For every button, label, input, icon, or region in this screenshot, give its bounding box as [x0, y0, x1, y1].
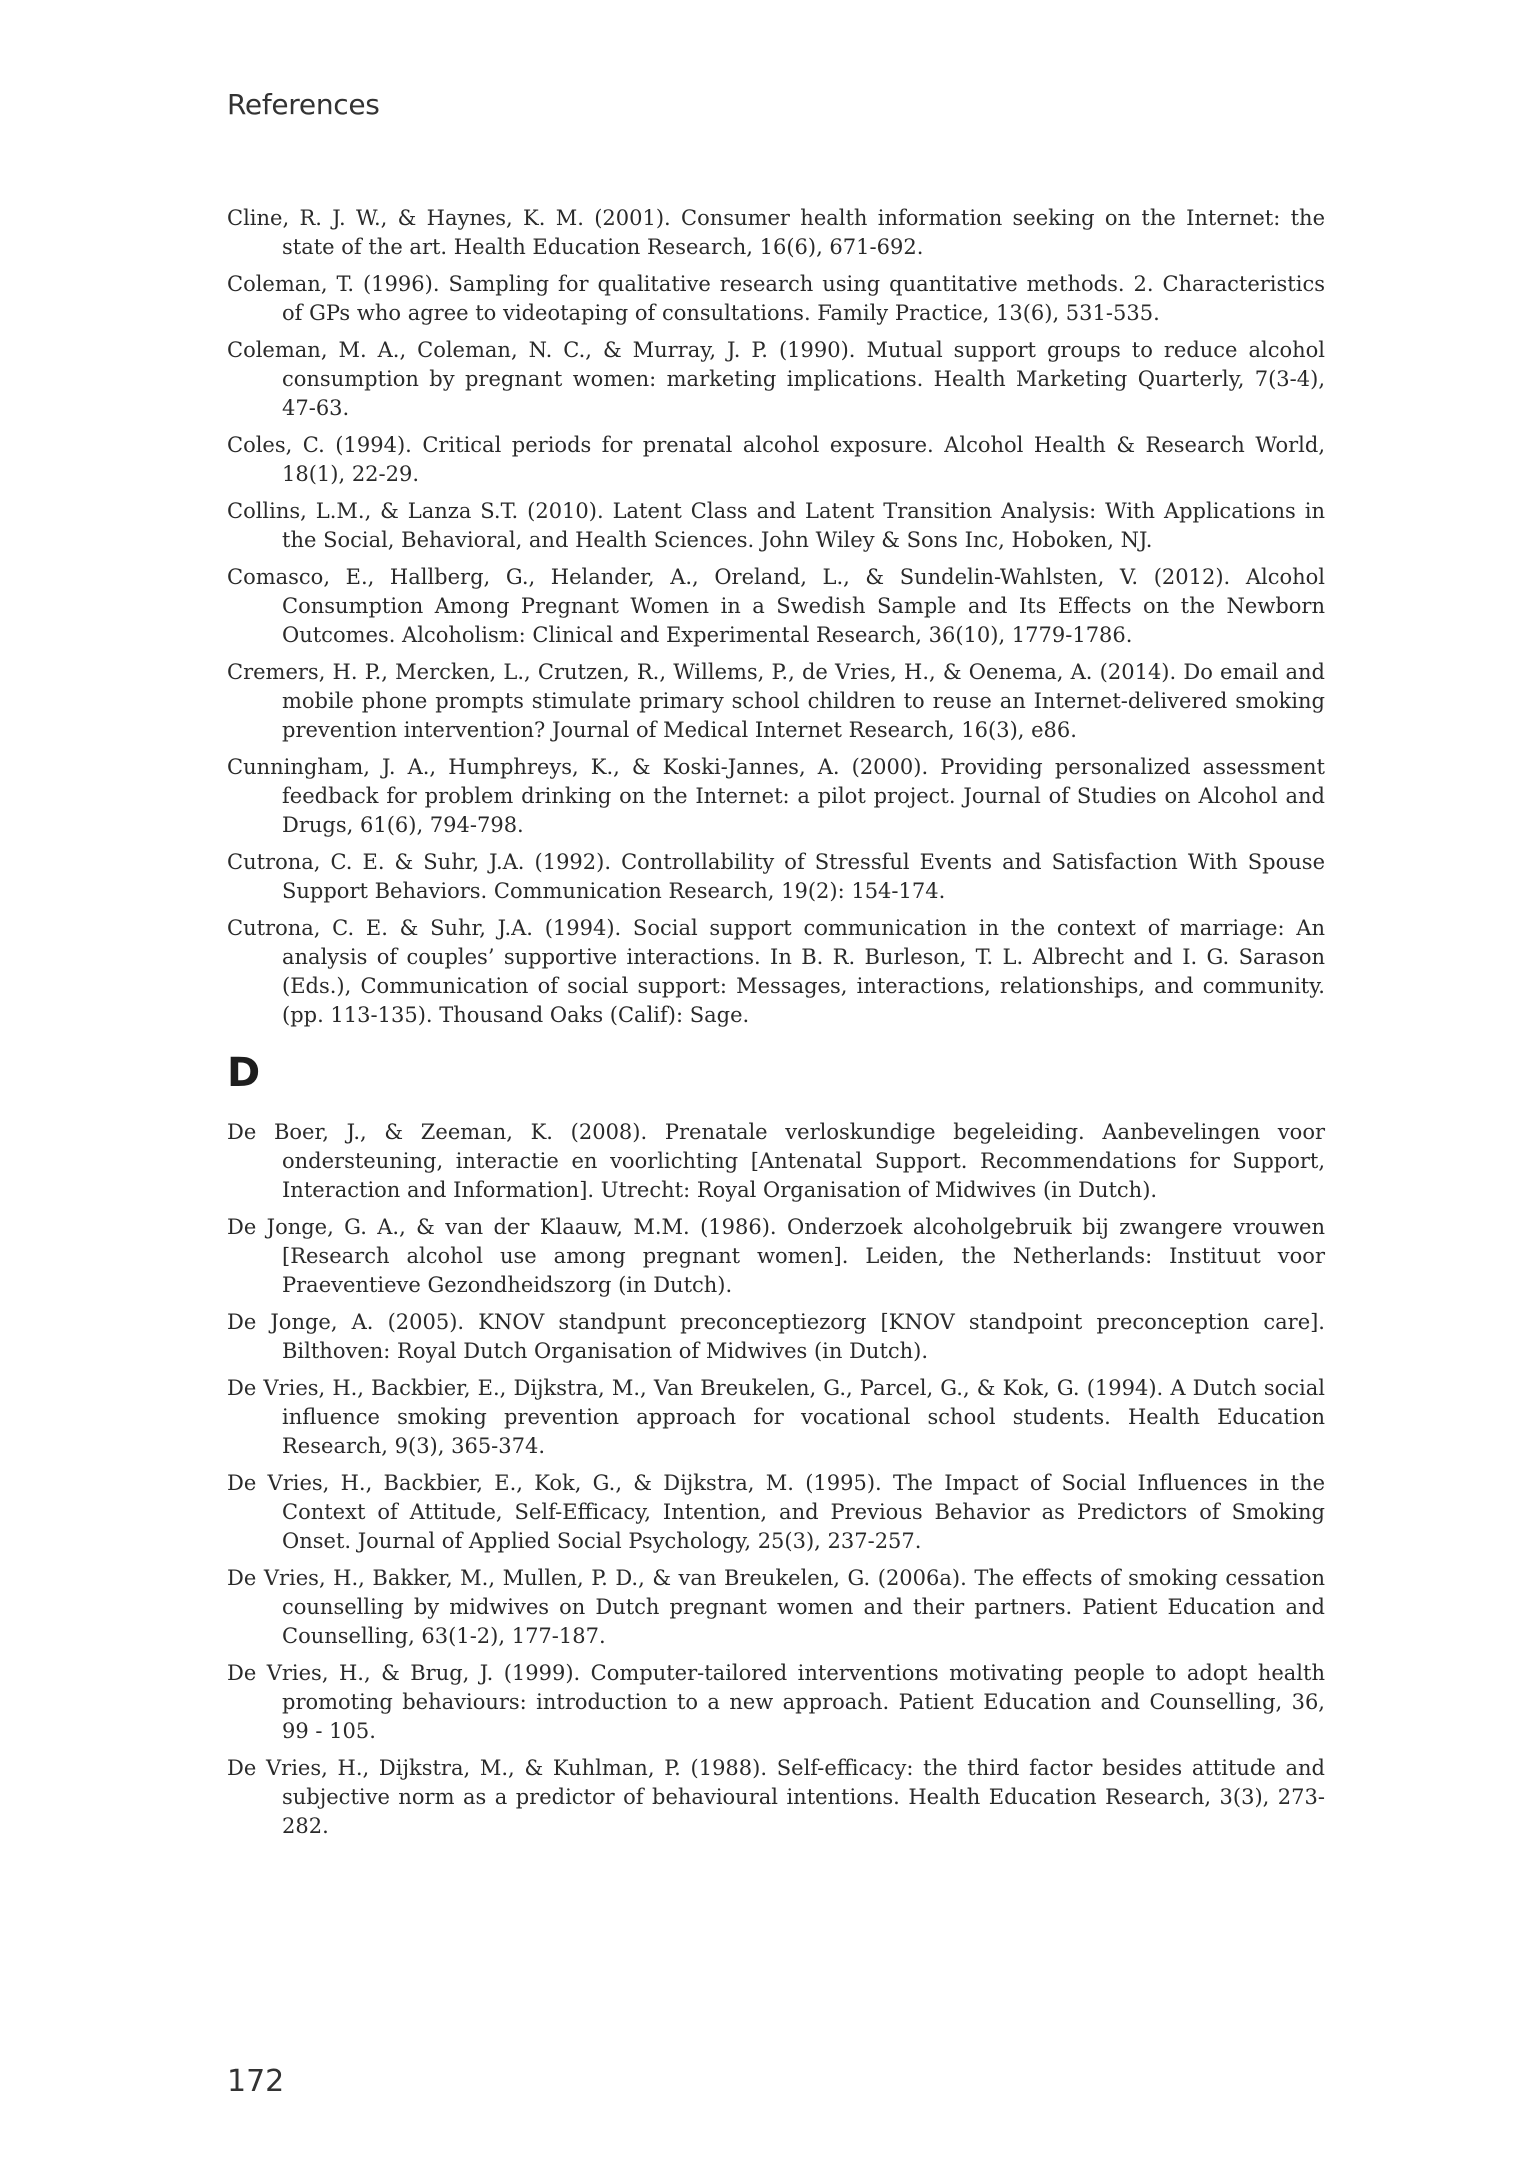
reference-entry: De Vries, H., Dijkstra, M., & Kuhlman, P. (1988). Self-efficacy: the third factor besides attitude and subjective norm as a predictor of behavioural intentions. Health Education Research, 3(3), 273-282.: [227, 1756, 1325, 1838]
reference-entry: Coleman, M. A., Coleman, N. C., & Murray, J. P. (1990). Mutual support groups to reduce alcohol consumption by pregnant women: marketing implications. Health Marketing Quarterly, 7(3-4), 47-63.: [227, 338, 1325, 420]
reference-entry: De Vries, H., & Brug, J. (1999). Computer-tailored interventions motivating people to adopt health promoting behaviours: introduction to a new approach. Patient Education and Counselling, 36, 99 - 105.: [227, 1661, 1325, 1743]
reference-entry: Cremers, H. P., Mercken, L., Crutzen, R., Willems, P., de Vries, H., & Oenema, A. (2014). Do email and mobile phone prompts stimulate primary school children to reuse an Internet-delivered smoking prevention intervention? Journal of Medical Internet Research, 16(3), e86.: [227, 660, 1325, 742]
reference-entry: De Vries, H., Backbier, E., Kok, G., & Dijkstra, M. (1995). The Impact of Social Influences in the Context of Attitude, Self-Efficacy, Intention, and Previous Behavior as Predictors of Smoking Onset. Journal of Applied Social Psychology, 25(3), 237-257.: [227, 1471, 1325, 1553]
reference-group-c: [227, 204, 1325, 1030]
reference-entry: Cutrona, C. E. & Suhr, J.A. (1994). Social support communication in the context of marriage: An analysis of couples’ supportive interactions. In B. R. Burleson, T. L. Albrecht and I. G. Sarason (Eds.), Communication of social support: Messages, interactions, relationships, and community. (pp. 113-135). Thousand Oaks (Calif): Sage.: [227, 916, 1325, 1027]
reference-entry: Cline, R. J. W., & Haynes, K. M. (2001). Consumer health information seeking on the Internet: the state of the art. Health Education Research, 16(6), 671-692.: [227, 206, 1325, 259]
reference-list-body: [227, 204, 1325, 1849]
running-header-title: References: [227, 88, 380, 121]
reference-entry: De Jonge, G. A., & van der Klaauw, M.M. (1986). Onderzoek alcoholgebruik bij zwangere vrouwen [Research alcohol use among pregnant women]. Leiden, the Netherlands: Instituut voor Praeventieve Gezondheidszorg (in Dutch).: [227, 1215, 1325, 1297]
reference-entry: De Vries, H., Bakker, M., Mullen, P. D., & van Breukelen, G. (2006a). The effects of smoking cessation counselling by midwives on Dutch pregnant women and their partners. Patient Education and Counselling, 63(1-2), 177-187.: [227, 1566, 1325, 1648]
reference-entry: Cutrona, C. E. & Suhr, J.A. (1992). Controllability of Stressful Events and Satisfaction With Spouse Support Behaviors. Communication Research, 19(2): 154-174.: [227, 850, 1325, 903]
reference-entry: De Boer, J., & Zeeman, K. (2008). Prenatale verloskundige begeleiding. Aanbevelingen voor ondersteuning, interactie en voorlichting [Antenatal Support. Recommendations for Support, Interaction and Information]. Utrecht: Royal Organisation of Midwives (in Dutch).: [227, 1120, 1325, 1202]
page-number: 172: [227, 2064, 285, 2099]
reference-entry: Collins, L.M., & Lanza S.T. (2010). Latent Class and Latent Transition Analysis: With Applications in the Social, Behavioral, and Health Sciences. John Wiley & Sons Inc, Hoboken, NJ.: [227, 499, 1325, 552]
section-heading-d: D: [227, 1050, 261, 1096]
reference-entry: Coles, C. (1994). Critical periods for prenatal alcohol exposure. Alcohol Health & Research World, 18(1), 22-29.: [227, 433, 1325, 486]
reference-group-d: [227, 1118, 1325, 1841]
reference-entry: Cunningham, J. A., Humphreys, K., & Koski-Jannes, A. (2000). Providing personalized assessment feedback for problem drinking on the Internet: a pilot project. Journal of Studies on Alcohol and Drugs, 61(6), 794-798.: [227, 755, 1325, 837]
reference-entry: De Jonge, A. (2005). KNOV standpunt preconceptiezorg [KNOV standpoint preconception care]. Bilthoven: Royal Dutch Organisation of Midwives (in Dutch).: [227, 1310, 1325, 1363]
reference-entry: Coleman, T. (1996). Sampling for qualitative research using quantitative methods. 2. Characteristics of GPs who agree to videotaping of consultations. Family Practice, 13(6), 531-535.: [227, 272, 1325, 325]
reference-entry: Comasco, E., Hallberg, G., Helander, A., Oreland, L., & Sundelin-Wahlsten, V. (2012). Alcohol Consumption Among Pregnant Women in a Swedish Sample and Its Effects on the Newborn Outcomes. Alcoholism: Clinical and Experimental Research, 36(10), 1779-1786.: [227, 565, 1325, 647]
reference-entry: De Vries, H., Backbier, E., Dijkstra, M., Van Breukelen, G., Parcel, G., & Kok, G. (1994). A Dutch social influence smoking prevention approach for vocational school students. Health Education Research, 9(3), 365-374.: [227, 1376, 1325, 1458]
